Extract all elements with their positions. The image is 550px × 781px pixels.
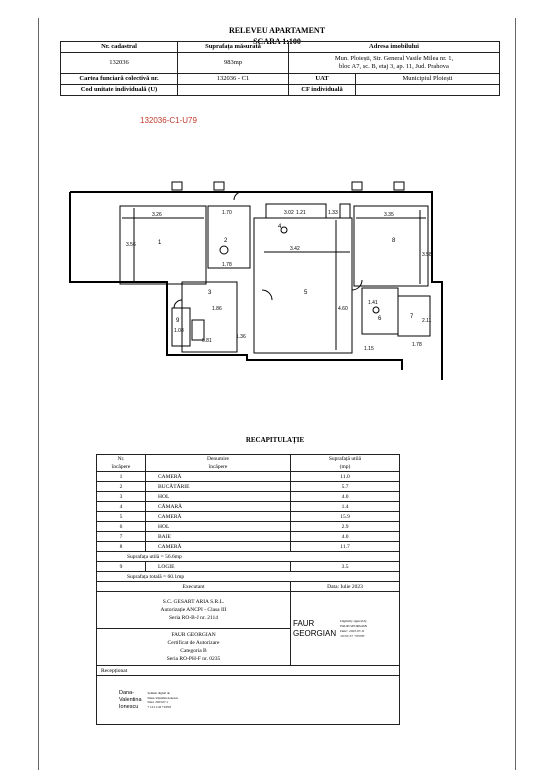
- dim-label: 1.78: [222, 262, 232, 268]
- row-name: BAIE: [146, 532, 291, 542]
- executant-label: Executant: [97, 582, 291, 592]
- person-name: FAUR GEORGIAN: [171, 632, 216, 638]
- dim-label: 1.70: [222, 210, 232, 216]
- company-name: S.C. GESART ARIA S.R.L.: [162, 599, 225, 605]
- cod-value: [178, 85, 289, 96]
- header-table: [60, 41, 500, 96]
- person-cat: Categoria B: [180, 648, 207, 654]
- sig-note: Date: 2023.07.11: [340, 628, 365, 633]
- suprafata-value: 983mp: [178, 53, 289, 74]
- sig-last: GEORGIAN: [293, 628, 337, 638]
- floor-plan: [22, 170, 452, 390]
- recap-title: RECAPITULAȚIE: [245, 436, 305, 444]
- col-nr-label2: încăpere: [111, 464, 131, 470]
- col-den-label: Denumire: [207, 456, 229, 462]
- row-nr: 5: [97, 512, 146, 522]
- suprafata-label: Suprafața măsurată: [178, 42, 289, 53]
- radiator-3: [352, 182, 362, 190]
- row-name: HOL: [146, 522, 291, 532]
- row-name: CAMERĂ: [146, 472, 291, 482]
- rec-last: Ionescu: [119, 703, 139, 710]
- rec-note: Data: 2023.07.1: [147, 700, 168, 704]
- adresa-line1: Mun. Ploiești, Str. General Vasile Milea nr. 1,: [334, 55, 454, 62]
- fixture-circle-1: [220, 246, 228, 254]
- dim-label: 3.58: [422, 252, 432, 258]
- rec-note: 7 12:11:43 +03'00': [147, 704, 172, 709]
- sup-utila: Suprafața utilă = 56.6mp: [97, 552, 400, 562]
- uat-label: UAT: [289, 74, 356, 85]
- nr-cadastral-value: 132036: [61, 53, 178, 74]
- room-7-outline: [398, 296, 430, 336]
- col-sup-label: Suprafață utilă: [328, 456, 362, 462]
- col-den-label2: încăpere: [208, 464, 228, 470]
- table-row: [97, 512, 400, 522]
- loggia-name: LOGIE: [146, 562, 291, 572]
- room-number: 9: [176, 318, 180, 324]
- table-row: [97, 522, 400, 532]
- fixture-circle-3: [373, 307, 379, 313]
- dim-label: 1.21: [296, 210, 306, 216]
- row-area: 15.9: [291, 512, 400, 522]
- company-serie: Seria RO-B-J nr. 2114: [169, 615, 218, 621]
- carte-label: Cartea funciară colectivă nr.: [61, 74, 178, 85]
- room-6-outline: [362, 288, 398, 334]
- radiator-4: [394, 182, 404, 190]
- row-area: 2.9: [291, 522, 400, 532]
- table-row: [97, 472, 400, 482]
- cod-label: Cod unitate individuală (U): [61, 85, 178, 96]
- col-nr-label: Nr.: [117, 456, 125, 462]
- person-block: [97, 629, 291, 666]
- door-arc-4: [174, 300, 182, 308]
- row-area: 4.0: [291, 492, 400, 502]
- row-nr: 3: [97, 492, 146, 502]
- room-9-outline: [172, 308, 190, 346]
- door-arc-1: [234, 192, 242, 200]
- data-label: Data: Iulie 2023: [291, 582, 400, 592]
- reception-note: [148, 691, 179, 709]
- dim-label: 1.78: [412, 342, 422, 348]
- row-name: CAMERĂ: [146, 542, 291, 552]
- dim-label: 1.33: [328, 210, 338, 216]
- row-nr: 1: [97, 472, 146, 482]
- dim-label: 2.11: [422, 318, 432, 324]
- sig-note: Digitally signed by: [340, 618, 367, 623]
- table-row: [97, 502, 400, 512]
- rec-note: Semnat digital de: [147, 691, 170, 695]
- shaft-small: [192, 320, 204, 340]
- dim-label: 1.08: [174, 328, 184, 334]
- room-number: 2: [224, 238, 228, 244]
- receptionat-label: Recepționat: [97, 666, 400, 676]
- room-number: 1: [158, 240, 162, 246]
- dim-label: 3.56: [126, 242, 136, 248]
- red-code: 132036-C1-U79: [140, 116, 197, 125]
- rec-mid: Valentina: [119, 696, 142, 703]
- row-area: 1.4: [291, 502, 400, 512]
- cf-label: CF individuală: [289, 85, 356, 96]
- dim-label: 3.02: [284, 210, 294, 216]
- nr-cadastral-label: Nr. cadastral: [61, 42, 178, 53]
- signature-block: [291, 592, 400, 666]
- small-shaft: [340, 204, 350, 218]
- cf-value: [356, 85, 500, 96]
- document-title: RELEVEU APARTAMENT: [228, 26, 326, 35]
- row-nr: 7: [97, 532, 146, 542]
- carte-value: 132036 - C1: [178, 74, 289, 85]
- sup-totala: Suprafața totală = 60.1mp: [97, 572, 400, 582]
- row-name: CĂMARĂ: [146, 502, 291, 512]
- recap-table: [96, 454, 400, 725]
- rec-first: Dana-: [119, 689, 134, 696]
- table-row: [97, 542, 400, 552]
- uat-value: Municipiul Ploiești: [356, 74, 500, 85]
- row-nr: 6: [97, 522, 146, 532]
- person-cert: Certificat de Autorizare: [167, 640, 220, 646]
- sig-first: FAUR: [293, 618, 315, 628]
- table-row: [97, 482, 400, 492]
- fixture-circle-2: [281, 227, 287, 233]
- room-number: 5: [304, 290, 308, 296]
- dim-label: 1.41: [368, 300, 378, 306]
- adresa-line2: bloc A7, sc. B, etaj 3, ap. 11, Jud. Prahova: [339, 63, 449, 70]
- receptionat-block: [97, 676, 400, 725]
- room-number: 8: [392, 238, 396, 244]
- loggia-nr: 9: [97, 562, 146, 572]
- row-nr: 4: [97, 502, 146, 512]
- dim-label: 1.15: [364, 346, 374, 352]
- room-number: 4: [278, 224, 282, 230]
- person-serie: Seria RO-PH-F nr. 0235: [166, 656, 221, 662]
- room-5-outline: [254, 218, 352, 353]
- dim-label: 3.26: [152, 212, 162, 218]
- signature-name: [293, 619, 336, 639]
- radiator-2: [214, 182, 224, 190]
- row-name: BUCĂTĂRIE: [146, 482, 291, 492]
- dim-label: 3.42: [290, 246, 300, 252]
- table-row: [97, 532, 400, 542]
- row-area: 4.0: [291, 532, 400, 542]
- row-area: 5.7: [291, 482, 400, 492]
- room-number: 3: [208, 290, 212, 296]
- sig-note: FAUR GEORGIAN: [340, 623, 367, 628]
- row-nr: 2: [97, 482, 146, 492]
- reception-signature: [119, 690, 142, 711]
- room-number: 6: [378, 316, 382, 322]
- dim-label: 1.36: [236, 334, 246, 340]
- row-nr: 8: [97, 542, 146, 552]
- adresa-value: [289, 53, 500, 74]
- row-name: CAMERĂ: [146, 512, 291, 522]
- col-sup-label2: (mp): [339, 464, 351, 470]
- sig-note: 10:32:57 +03'00': [340, 633, 365, 638]
- dim-label: 3.35: [384, 212, 394, 218]
- adresa-label: Adresa imobilului: [289, 42, 500, 53]
- document-scale: SCARA 1:100: [253, 37, 301, 46]
- row-area: 11.7: [291, 542, 400, 552]
- dim-label: 4.60: [338, 306, 348, 312]
- company-block: [97, 592, 291, 629]
- dim-label: 1.86: [212, 306, 222, 312]
- dim-label: 0.81: [202, 338, 212, 344]
- row-area: 11.0: [291, 472, 400, 482]
- row-name: HOL: [146, 492, 291, 502]
- loggia-area: 3.5: [291, 562, 400, 572]
- door-arc-2: [262, 290, 272, 300]
- room-number: 7: [410, 314, 414, 320]
- radiator-1: [172, 182, 182, 190]
- rec-note: Dana-Valentina Ionescu: [147, 695, 179, 700]
- signature-note: [340, 619, 367, 639]
- company-auth: Autorizație ANCPI - Clasa III: [160, 607, 227, 613]
- col-nr-header: [97, 455, 146, 472]
- table-row: [97, 562, 400, 572]
- col-sup-header: [291, 455, 400, 472]
- table-row: [97, 492, 400, 502]
- col-den-header: [146, 455, 291, 472]
